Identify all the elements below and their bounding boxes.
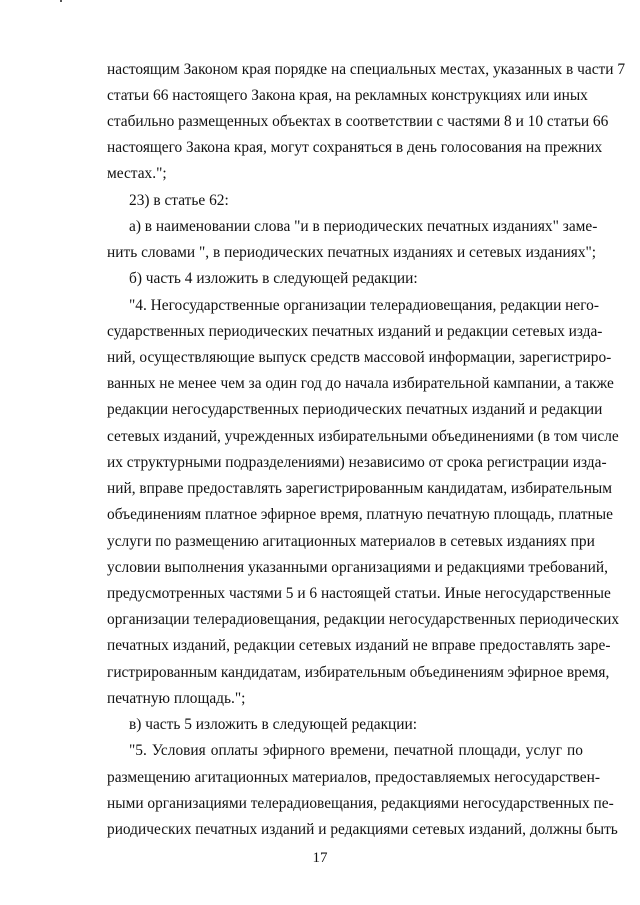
text-line: сетевых изданий, учрежденных избирательными объединениями (в том числе bbox=[107, 428, 619, 445]
text-line: 23) в статье 62: bbox=[129, 192, 229, 209]
text-line: а) в наименовании слова "и в периодических печатных изданиях" заме- bbox=[129, 218, 598, 235]
text-line: предусмотренных частями 5 и 6 настоящей статьи. Иные негосударственные bbox=[107, 585, 611, 602]
text-line: риодических печатных изданий и редакциями сетевых изданий, должны быть bbox=[107, 821, 618, 838]
text-line: местах."; bbox=[107, 165, 167, 182]
page-number: 17 bbox=[312, 850, 328, 866]
text-line: нить словами ", в периодических печатных изданиях и сетевых изданиях"; bbox=[107, 244, 597, 261]
text-line: ными организациями телерадиовещания, редакциями негосударственных пе- bbox=[107, 795, 614, 812]
text-line: статьи 66 настоящего Закона края, на рекламных конструкциях или иных bbox=[107, 87, 588, 104]
text-line: их структурными подразделениями) независимо от срока регистрации изда- bbox=[107, 454, 607, 471]
text-line: настоящего Закона края, могут сохраняться в день голосования на прежних bbox=[107, 139, 603, 156]
text-line: в) часть 5 изложить в следующей редакции: bbox=[129, 716, 418, 733]
text-line: печатную площадь."; bbox=[107, 690, 246, 707]
text-line: ний, вправе предоставлять зарегистрированным кандидатам, избирательным bbox=[107, 480, 613, 497]
text-line: стабильно размещенных объектах в соответствии с частями 8 и 10 статьи 66 bbox=[107, 113, 609, 130]
text-line: настоящим Законом края порядке на специальных местах, указанных в части 7 bbox=[107, 61, 626, 78]
text-line: печатных изданий, редакции сетевых изданий не вправе предоставлять заре- bbox=[107, 637, 611, 654]
text-line: размещению агитационных материалов, предоставляемых негосударствен- bbox=[107, 769, 601, 786]
text-line: ванных не менее чем за один год до начала избирательной кампании, а также bbox=[107, 375, 614, 392]
text-line: "4. Негосударственные организации телерадиовещания, редакции него- bbox=[129, 297, 599, 314]
text-line: организации телерадиовещания, редакции негосударственных периодических bbox=[107, 611, 620, 628]
text-line: редакции негосударственных периодических печатных изданий и редакции bbox=[107, 401, 603, 418]
text-line: б) часть 4 изложить в следующей редакции: bbox=[129, 270, 418, 287]
text-line: "5. Условия оплаты эфирного времени, печатной площади, услуг по bbox=[129, 742, 583, 759]
text-line: гистрированным кандидатам, избирательным объединениям эфирное время, bbox=[107, 664, 610, 681]
text-line: объединениям платное эфирное время, платную печатную площадь, платные bbox=[107, 506, 613, 523]
text-line: сударственных периодических печатных изданий и редакции сетевых изда- bbox=[107, 323, 603, 340]
scan-speck bbox=[60, 0, 62, 2]
text-line: условии выполнения указанными организациями и редакциями требований, bbox=[107, 559, 608, 576]
text-line: услуги по размещению агитационных материалов в сетевых изданиях при bbox=[107, 533, 595, 550]
text-line: ний, осуществляющие выпуск средств массовой информации, зарегистриро- bbox=[107, 349, 612, 366]
